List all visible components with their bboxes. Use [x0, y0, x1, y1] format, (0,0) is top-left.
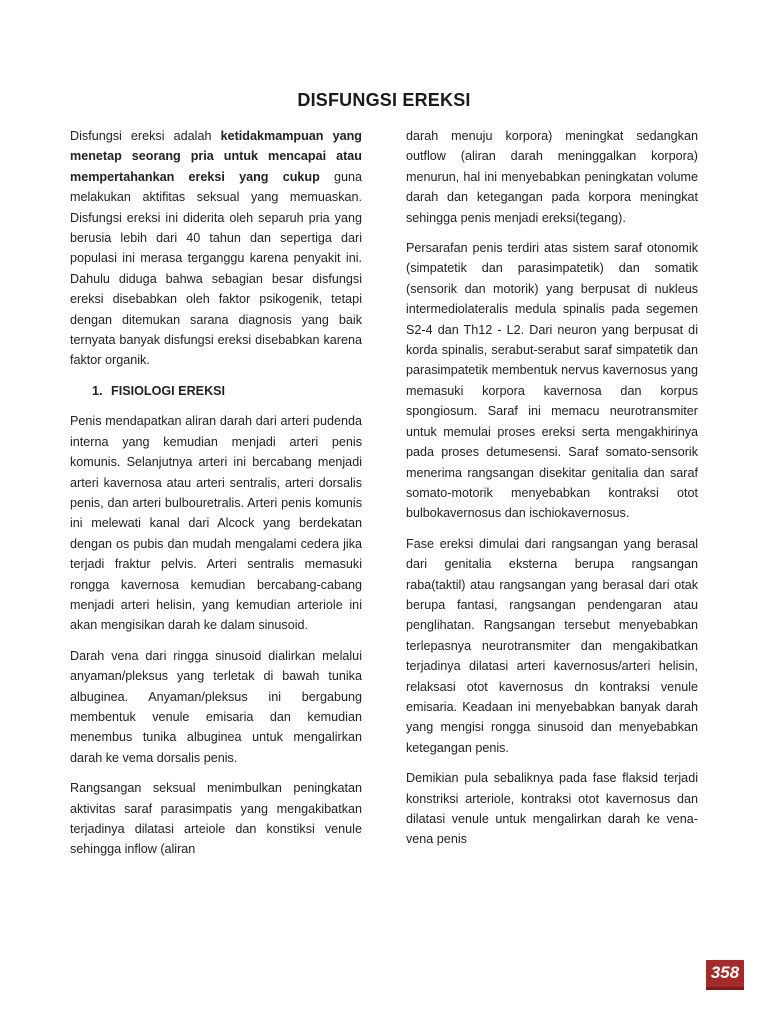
intro-paragraph	[70, 126, 362, 371]
section-number: 1.	[92, 383, 103, 398]
paragraph-blood-flow: darah menuju korpora) meningkat sedangkan outflow (aliran darah meninggalkan korpora) menurun, hal ini menyebabkan peningkatan volume darah dan ketegangan pada korpora meningkat sehingga penis menjadi ereksi(tegang).	[406, 129, 698, 225]
page-number: 358	[710, 963, 740, 982]
page-title: DISFUNGSI EREKSI	[297, 90, 471, 110]
right-column	[406, 126, 698, 860]
paragraph-erection-phase: Fase ereksi dimulai dari rangsangan yang berasal dari genitalia eksterna berupa rangsangan raba(taktil) atau rangsangan yang berasal dari otak berupa fantasi, rangsangan pendengaran atau penglihatan. Rangsangan tersebut menyebabkan terlepasnya neurotransmiter dan mengakibatkan terjadinya dilatasi arteri kavernosus/arteri helisin, relaksasi otot kavernosus dn kontraksi venule emisaria. Keadaan ini menyebabkan banyak darah yang mengisi rongga sinusoid dan menyebabkan ketegangan penis.	[406, 536, 698, 755]
paragraph-stimulation: Rangsangan seksual menimbulkan peningkatan aktivitas saraf parasimpatis yang mengakibatkan terjadinya dilatasi arteiole dan konstiksi venule sehingga inflow (aliran	[70, 781, 362, 857]
intro-lead: Disfungsi ereksi adalah	[70, 129, 221, 143]
page-number-badge	[706, 960, 744, 990]
paragraph-veins: Darah vena dari ringga sinusoid dialirkan melalui anyaman/pleksus yang terletak di bawah tunika albuginea. Anyaman/pleksus ini bergabung membentuk venule emisaria dan kemudian menembus tunika albuginea untuk mengalirkan darah ke vema dorsalis penis.	[70, 648, 362, 765]
page-number-underline	[706, 987, 744, 990]
intro-rest: guna melakukan aktifitas seksual yang memuaskan. Disfungsi ereksi ini diderita oleh separuh pria yang berusia lebih dari 40 tahun dan sepertiga dari populasi ini merasa terganggu karena penyakit ini. Dahulu diduga bahwa sebagian besar disfungsi ereksi disebabkan oleh faktor psikogenik, tetapi dengan ditemukan sarana diagnosis yang baik ternyata banyak disfungsi ereksi disebabkan karena faktor organik.	[70, 169, 362, 368]
section-heading	[70, 381, 362, 401]
left-column	[70, 126, 362, 870]
paragraph-arteries: Penis mendapatkan aliran darah dari arteri pudenda interna yang kemudian menjadi arteri penis komunis. Selanjutnya arteri ini bercabang menjadi arteri kavernosa atau arteri sentralis, arteri dorsalis penis, dan arteri bulbouretralis. Arteri penis komunis ini melewati kanal dari Alcock yang berdekatan dengan os pubis dan mudah mengalami cedera jika terjadi fraktur pelvis. Arteri sentralis memasuki rongga kavernosa kemudian bercabang-cabang menjadi arteri helisin, yang kemudian arteriole ini akan mengisikan darah ke dalam sinusoid.	[70, 414, 362, 633]
paragraph-flaccid-phase: Demikian pula sebaliknya pada fase flaksid terjadi konstriksi arteriole, kontraksi otot kavernosus dan dilatasi venule untuk mengalirkan darah ke vena-vena penis	[406, 771, 698, 847]
paragraph-innervation: Persarafan penis terdiri atas sistem saraf otonomik (simpatetik dan parasimpatetik) dan somatik (sensorik dan motorik) yang berpusat di nukleus intermediolateralis medula spinalis pada segemen S2-4 dan Th12 - L2. Dari neuron yang berpusat di korda spinalis, serabut-serabut saraf simpatetik dan parasimpatetik membentuk nervus kavernosus yang memasuki korpora kavernosa dan korpus spongiosum. Saraf ini memacu neurotransmiter untuk memulai proses ereksi serta mengakhirinya pada proses detumesensi. Saraf somato-sensorik menerima rangsangan disekitar genitalia dan saraf somato-motorik menyebabkan kontraksi otot bulbokavernosus dan ischiokavernosus.	[406, 241, 698, 521]
intro-definition: ketidakmampuan yang menetap seorang pria untuk mencapai atau mempertahankan ereksi yang cukup	[70, 129, 362, 184]
section-title: FISIOLOGI EREKSI	[111, 383, 226, 398]
